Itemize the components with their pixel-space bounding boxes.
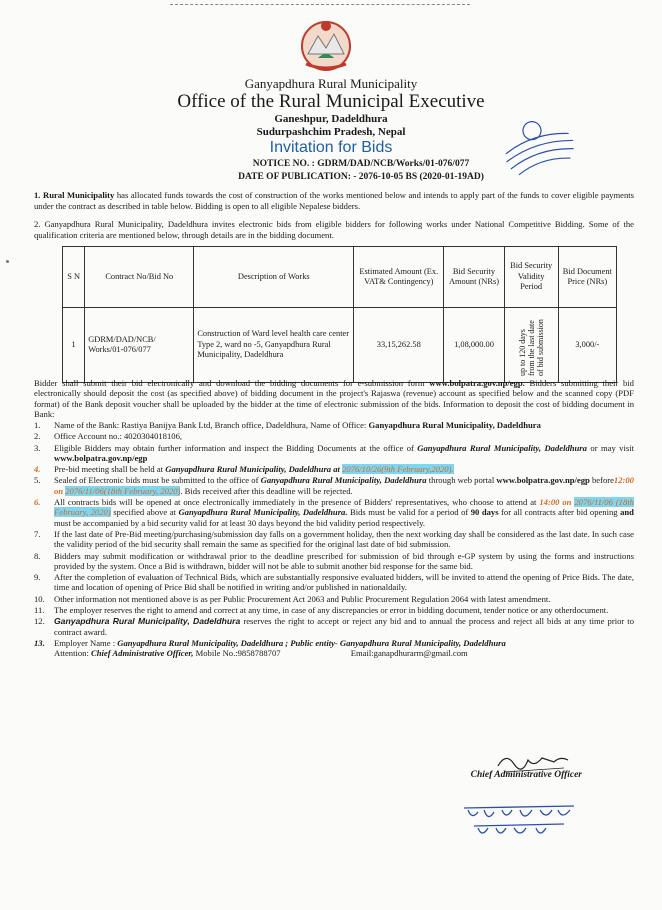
paragraph-1-lead: 1. Rural Municipality <box>34 190 115 200</box>
address-line-1: Ganeshpur, Dadeldhura <box>274 113 388 125</box>
table-row <box>63 308 617 383</box>
document-title: Invitation for Bids <box>269 139 393 156</box>
item-number: 7. <box>34 528 41 539</box>
item-13-attention: Attention: <box>54 648 89 659</box>
name-stamp-icon <box>454 800 584 840</box>
item-number: 12. <box>34 616 45 627</box>
item-3-text-c: or may visit <box>590 442 634 453</box>
cell-document-price: 3,000/- <box>558 308 616 383</box>
item-number: 11. <box>34 605 45 616</box>
list-item <box>34 605 634 615</box>
item-13-text: Employer Name : <box>54 637 116 648</box>
item-number: 8. <box>34 550 41 561</box>
item-5-text: Sealed of Electronic bids must be submitted to the office of <box>54 475 259 486</box>
validity-days: 90 days <box>470 507 499 518</box>
mobile-number: Mobile No.:9858788707 <box>195 648 281 659</box>
scan-edge-mark <box>170 4 470 5</box>
item-3-link[interactable]: www.bolpatra.gov.np/egp <box>54 452 148 463</box>
intro-text-b: Bidders submitting their bid electronically should deposit the cost (as specified above) of bidding document in the project's Rajaswa (revenue) account as specified below and the scanned copy (PDF format) of the Bank deposit voucher shall be uploaded by the bidder at the time of electronic submission of the bids. Information to deposit the cost of bidding document in Bank: <box>34 378 634 419</box>
cell-bid-security: 1,08,000.00 <box>444 308 504 383</box>
item-6-text-h: for all contracts after bid opening <box>501 507 618 518</box>
list-item <box>34 464 634 474</box>
item-9-text: After the completion of evaluation of Technical Bids, which are substantially responsive evaluated bidders, will be invited to attend the opening of Price Bids. The date, time and location of opening of Price Bid shall be notified in writing and/or published in nationaldaily. <box>54 572 634 593</box>
bid-table-header <box>63 247 617 308</box>
item-5-office: Ganyapdhura Rural Municipality, Dadeldhura <box>260 475 427 486</box>
item-7-text: If the last date of Pre-Bid meeting/purchasing/submission day falls on a government holiday, then the next working day shall be considered as the last date. In such case the validity period of the bid security shall remain the same as specified for the original last date of bid submission. <box>54 528 634 550</box>
list-item <box>34 572 634 593</box>
item-number: 13. <box>34 637 45 648</box>
bid-table <box>62 246 617 383</box>
item-number: 3. <box>34 442 41 453</box>
cell-description: Construction of Ward level health care center Type 2, ward no -5, Ganyapdhura Rural Municipality, Dadeldhura <box>194 308 354 383</box>
cell-validity <box>504 308 558 383</box>
paragraph-1 <box>34 190 634 211</box>
list-item <box>34 497 634 528</box>
item-3-text: Eligible Bidders may obtain further information and inspect the Bidding Documents at the office of <box>54 442 414 453</box>
item-12-text: reserves the right to accept or reject any bid and to annual the process and reject all bids at any time prior to contract award. <box>54 616 634 637</box>
header-contract-no: Contract No/Bid No <box>85 247 194 308</box>
item-6-text-d: Bids must be valid for a period of <box>350 507 469 518</box>
list-item <box>34 616 634 637</box>
item-1-office: Ganyapdhura Rural Municipality, Dadeldhura <box>368 420 541 430</box>
item-5-text-c: through web portal <box>428 475 495 486</box>
item-number: 5. <box>34 475 41 486</box>
header-estimated-amount: Estimated Amount (Ex. VAT& Contingency) <box>354 247 444 308</box>
item-4-office: Ganyapdhura Rural Municipality, Dadeldhura at <box>165 464 340 475</box>
opening-time: 14:00 <box>539 497 560 508</box>
list-item <box>34 529 634 550</box>
signatory-title: Chief Administrative Officer <box>470 770 582 780</box>
item-5-before: before <box>591 475 614 486</box>
office-title: Office of the Rural Municipal Executive <box>177 91 485 112</box>
cell-estimated-amount: 33,15,262.58 <box>354 308 444 383</box>
header-bid-security: Bid Security Amount (NRs) <box>444 247 504 308</box>
office-stamp-icon <box>496 108 576 178</box>
scan-speck <box>6 260 9 263</box>
item-number: 6. <box>34 497 41 508</box>
item-6-and: and <box>620 507 634 518</box>
item-11-text: The employer reserves the right to amend and correct at any time, in case of any discrepancies or error in bidding document, tender notice or any otherdocument. <box>54 605 609 616</box>
item-number: 4. <box>34 464 41 475</box>
list-item <box>34 420 634 430</box>
submission-date-highlight: 2076/11/06(18th February, 2020) <box>65 485 181 496</box>
egp-link[interactable]: www.bolpatra.gov.np/egp. <box>429 378 525 388</box>
item-number: 2. <box>34 431 41 442</box>
header-description: Description of Works <box>194 247 354 308</box>
email-address: Email:ganapdhurarm@gmail.com <box>350 648 468 659</box>
item-12-office: Ganyapdhura Rural Municipality, Dadeldhura <box>54 616 241 627</box>
item-3-office: Ganyapdhura Rural Municipality, Dadeldhura <box>417 442 587 453</box>
cell-contract-no: GDRM/DAD/NCB/ Works/01-076/077 <box>85 308 194 383</box>
header-validity: Bid Security Validity Period <box>504 247 558 308</box>
cell-sn: 1 <box>63 308 85 383</box>
intro-text-a: Bidder shall submit their bid electronically and download the bidding documents for e-submission form <box>34 378 425 388</box>
item-6-text-j: must be accompanied by a bid security valid for at least 30 days beyond the bid validity period respectively. <box>54 517 426 528</box>
item-6-text: All contracts bids will be opened at once electronically immediately in the presence of Bidders' representatives, who choose to attend at <box>54 497 537 508</box>
list-item <box>34 594 634 604</box>
notice-number: NOTICE NO. : GDRM/DAD/NCB/Works/01-076/077 <box>252 159 470 169</box>
conditions-list <box>34 420 634 660</box>
publication-date: DATE OF PUBLICATION: - 2076-10-05 BS (2020-01-19AD) <box>238 172 484 182</box>
item-5-on: on <box>54 485 64 496</box>
cell-validity-text: up to 120 days from the last date of bid submission <box>517 319 545 376</box>
submission-instructions <box>34 378 634 419</box>
item-10-text: Other information not mentioned above is as per Public Procurement Act 2063 and Public Procurement Regulation 2064 with latest amendment. <box>54 593 551 604</box>
item-1-text: Name of the Bank: Rastiya Banijya Bank Ltd, Branch office, Dadeldhura, Name of Office: <box>54 420 367 430</box>
item-number: 10. <box>34 593 45 604</box>
paragraph-2: 2. Ganyapdhura Rural Municipality, Dadeldhura invites electronic bids from eligible bidders for following works under National Competitive Bidding. Some of the qualification criteria are mentioned below, through details are in the bidding document. <box>34 219 634 240</box>
list-item <box>34 638 634 659</box>
pre-bid-date-highlight: 2076/10/26(9th February,2020). <box>342 464 454 475</box>
list-item <box>34 475 634 496</box>
municipality-name: Ganyapdhura Rural Municipality <box>244 76 418 91</box>
list-item <box>34 443 634 464</box>
item-4-text: Pre-bid meeting shall be held at <box>54 464 164 475</box>
item-6-on: on <box>562 497 572 508</box>
item-2-text: Office Account no.: 4020304018106, <box>54 431 183 442</box>
item-8-text: Bidders may submit modification or withdrawal prior to the deadline prescribed for submission of bid through e-GP system by using the forms and instructions provided by the system. Once a Bid is withdrawn, bidder will not be able to submit another bid response for the same bid. <box>54 550 634 571</box>
header-sn: S N <box>63 247 85 308</box>
item-5-tail: . Bids received after this deadline will be rejected. <box>180 485 353 496</box>
nepal-emblem-icon <box>296 14 356 74</box>
opening-date-highlight: 2076/11/06 (18th February, 2020) <box>54 497 634 518</box>
submission-time: 12:00 <box>613 475 634 486</box>
header-document-price: Bid Document Price (NRs) <box>558 247 616 308</box>
list-item <box>34 431 634 441</box>
attention-officer: Chief Administrative Officer, <box>91 648 194 659</box>
address-line-2: Sudurpashchim Pradesh, Nepal <box>256 126 406 138</box>
item-number: 9. <box>34 572 41 583</box>
item-6-text-b: specified above at <box>113 507 176 518</box>
employer-name: Ganyapdhura Rural Municipality, Dadeldhura ; Public entity- Ganyapdhura Rural Municipality, Dadeldhura <box>117 637 506 648</box>
item-6-office: Ganyapdhura Rural Municipality, Dadeldhura. <box>178 507 348 518</box>
list-item <box>34 551 634 572</box>
item-5-link[interactable]: www.bolpatra.gov.np/egp <box>496 475 590 486</box>
paragraph-1-text: has allocated funds towards the cost of construction of the works mentioned below and intends to apply part of the funds to cover eligible payments under the contract as described in table below. Bidding is open to all eligible Nepalese bidders. <box>34 190 634 211</box>
item-number: 1. <box>34 420 41 430</box>
